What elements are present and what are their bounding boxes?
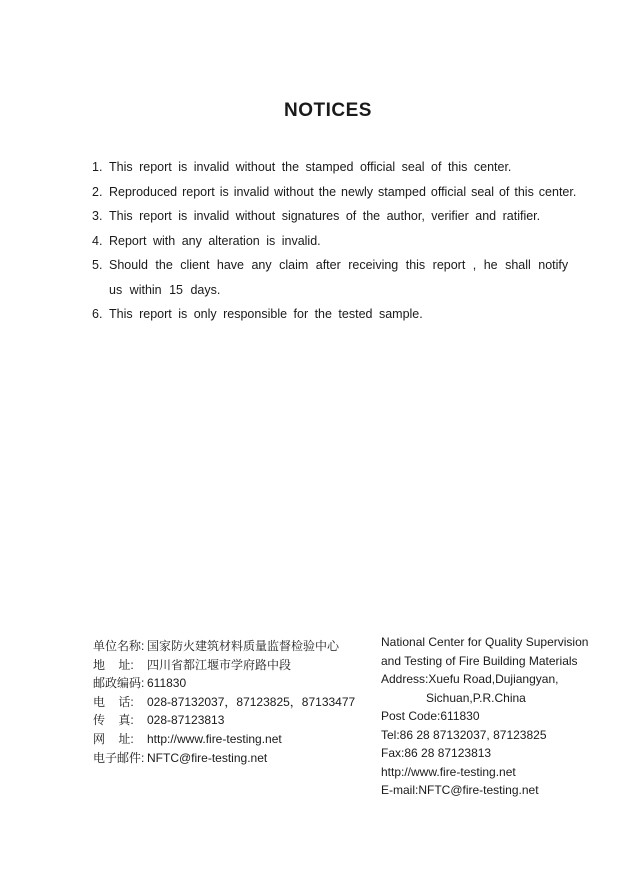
contact-cn-email: NFTC@fire-testing.net	[147, 750, 268, 765]
contact-cn-value: 四川省都江堰市学府路中段	[147, 657, 292, 672]
contact-cn-value: 028-87132037，87123825，87133477	[147, 694, 356, 709]
notice-item	[92, 204, 582, 229]
contact-cn-label: 传 真:	[93, 713, 134, 728]
notice-text: This report is only responsible for the tested sample.	[109, 307, 423, 321]
page-title: NOTICES	[284, 100, 372, 121]
notices-list	[92, 155, 582, 327]
contact-chinese	[93, 637, 355, 767]
notice-text: Report with any alteration is invalid.	[109, 233, 321, 248]
notice-text: Should the client have any claim after receiving this report , he shall notify us within 15 days.	[109, 258, 569, 297]
contact-cn-value: 028-87123813	[147, 713, 225, 728]
contact-en-fax: Fax:86 28 87123813	[381, 746, 492, 760]
contact-cn-row	[93, 711, 355, 730]
notice-text: This report is invalid without the stamped official seal of this center.	[109, 160, 512, 174]
notice-text: Reproduced report is invalid without the newly stamped official seal of this center.	[109, 184, 577, 199]
contact-cn-label: 电子邮件:	[93, 750, 145, 765]
notice-text: This report is invalid without signatures of the author, verifier and ratifier.	[109, 209, 541, 223]
notice-item	[92, 229, 582, 254]
contact-cn-label: 地 址:	[93, 657, 134, 672]
notice-item	[92, 155, 582, 180]
contact-cn-row	[93, 749, 355, 768]
notice-number: 5.	[92, 258, 103, 272]
contact-cn-row	[93, 656, 355, 675]
contact-en-email: E-mail:NFTC@fire-testing.net	[381, 783, 539, 797]
contact-cn-value: 国家防火建筑材料质量监督检验中心	[147, 639, 340, 653]
notice-number: 3.	[92, 209, 103, 223]
contact-en-address-cont: Sichuan,P.R.China	[426, 690, 526, 705]
contact-cn-row	[93, 674, 355, 693]
contact-cn-label: 单位名称:	[93, 639, 145, 653]
notice-item	[92, 180, 582, 205]
contact-cn-row	[93, 693, 355, 712]
contact-en-website: http://www.fire-testing.net	[381, 764, 516, 779]
contact-cn-row	[93, 637, 355, 656]
contact-cn-value: 611830	[147, 676, 187, 691]
contact-en-postcode: Post Code:611830	[381, 709, 480, 723]
contact-cn-row	[93, 730, 355, 749]
notice-item	[92, 302, 582, 327]
notice-number: 4.	[92, 233, 103, 248]
contact-en-tel: Tel:86 28 87132037, 87123825	[381, 727, 547, 742]
contact-en-org-line2: and Testing of Fire Building Materials	[381, 653, 578, 668]
notice-number: 6.	[92, 307, 103, 321]
notice-number: 1.	[92, 160, 103, 174]
contact-cn-label: 邮政编码:	[93, 676, 145, 691]
notice-item	[92, 253, 582, 302]
contact-cn-label: 电 话:	[93, 694, 134, 709]
contact-english	[381, 633, 588, 800]
contact-cn-website: http://www.fire-testing.net	[147, 731, 282, 746]
contact-en-org-line1: National Center for Quality Supervision	[381, 635, 589, 649]
notice-number: 2.	[92, 184, 103, 199]
contact-en-address: Address:Xuefu Road,Dujiangyan,	[381, 672, 559, 686]
contact-cn-label: 网 址:	[93, 731, 134, 746]
